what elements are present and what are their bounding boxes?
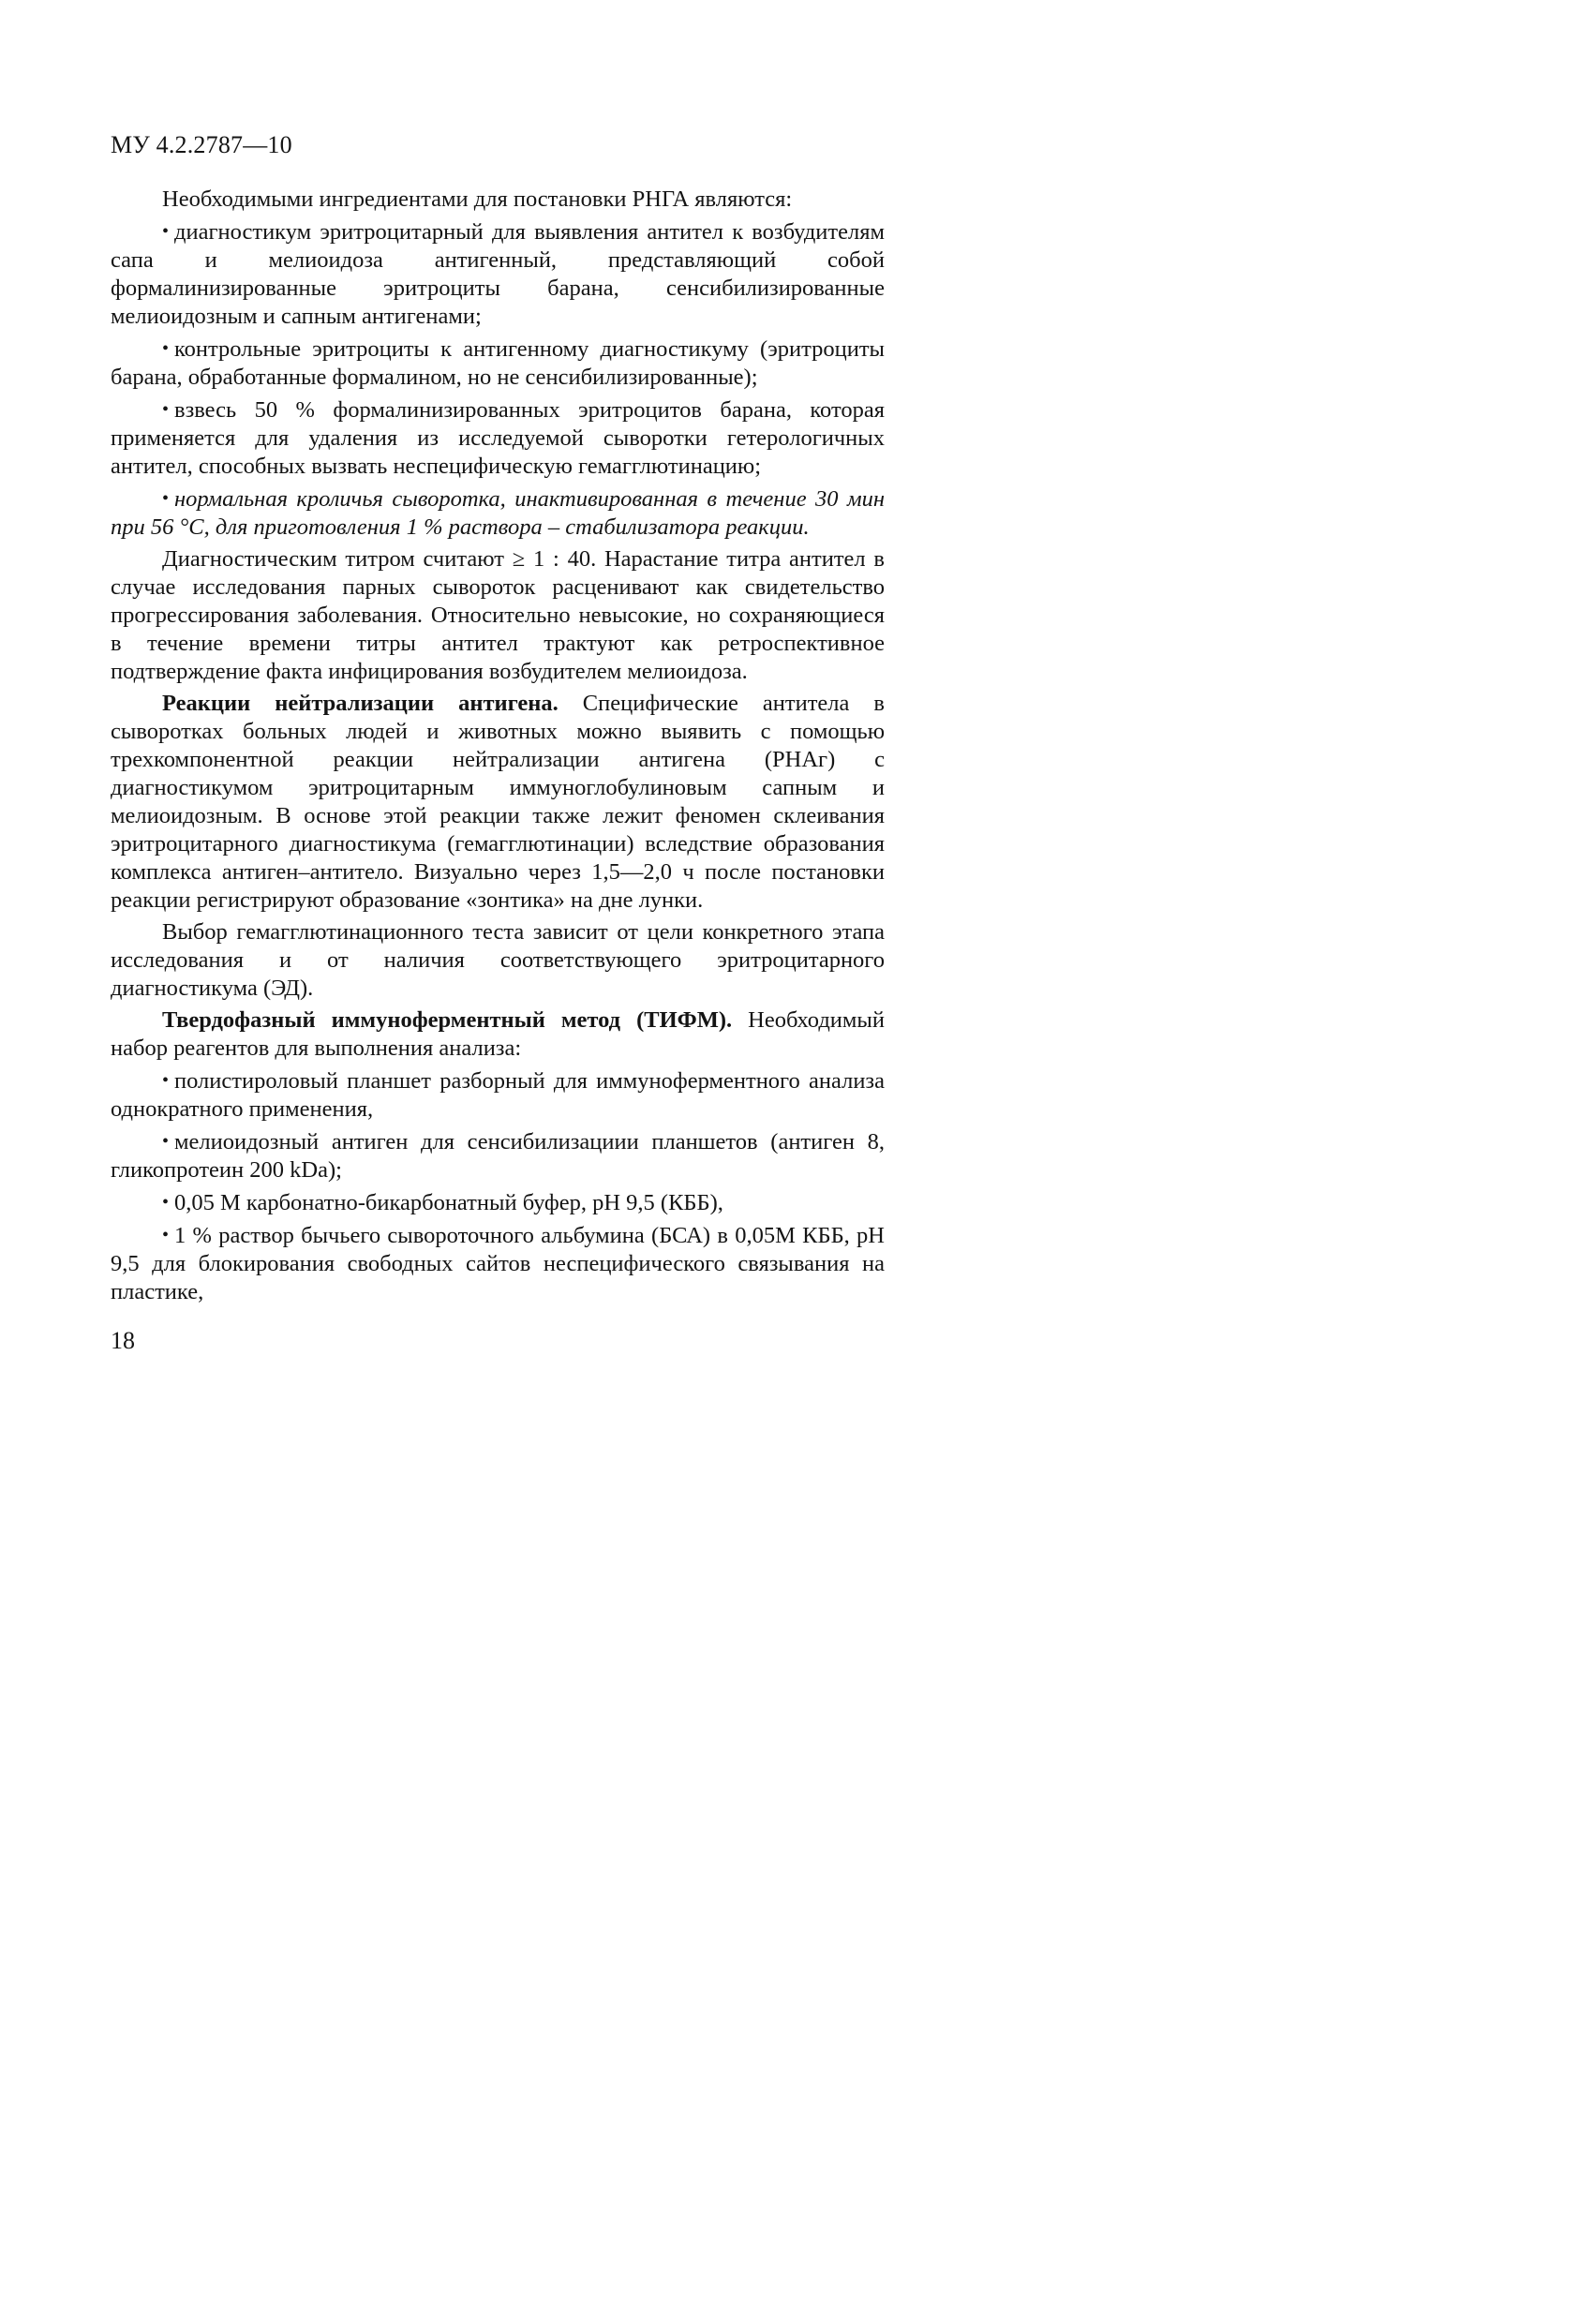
- bullet-icon: •: [162, 1070, 170, 1091]
- list-item-text: контрольные эритроциты к антигенному диагностикуму (эритроциты барана, обработанные формалином, но не сенсибилизированные);: [111, 336, 885, 390]
- document-code: МУ 4.2.2787—10: [111, 131, 292, 158]
- list-item: [111, 1066, 885, 1124]
- page-number: 18: [111, 1327, 135, 1354]
- bullet-icon: •: [162, 338, 170, 359]
- list-item: [111, 1221, 885, 1306]
- page-body: [111, 186, 885, 1310]
- list-item-text: 1 % раствор бычьего сывороточного альбумина (БСА) в 0,05М КББ, рН 9,5 для блокирования свободных сайтов неспецифического связывания на пластике,: [111, 1223, 885, 1304]
- list-item-text: взвесь 50 % формалинизированных эритроцитов барана, которая применяется для удаления из исследуемой сыворотки гетерологичных антител, способных вызвать неспецифическую гемагглютинацию;: [111, 397, 885, 479]
- titre-paragraph: Диагностическим титром считают ≥ 1 : 40. Нарастание титра антител в случае исследования парных сывороток расценивают как свидетельство прогрессирования заболевания. Относительно невысокие, но сохраняющиеся в течение времени титры антител трактуют как ретроспективное подтверждение факта инфицирования возбудителем мелиоидоза.: [111, 546, 885, 684]
- neutralization-heading: Реакции нейтрализации антигена.: [162, 691, 559, 716]
- intro-paragraph: Необходимыми ингредиентами для постановки РНГА являются:: [162, 186, 793, 212]
- list-item: [111, 1127, 885, 1184]
- list-item: [111, 1188, 885, 1217]
- elisa-paragraph: [111, 1006, 885, 1063]
- list-item-text: 0,05 М карбонатно-бикарбонатный буфер, рН 9,5 (КББ),: [174, 1190, 723, 1215]
- bullet-icon: •: [162, 1225, 170, 1245]
- neutralization-paragraph: [111, 690, 885, 915]
- list-item: [111, 217, 885, 331]
- list-item: [111, 395, 885, 481]
- elisa-text: Необходимый набор реагентов для выполнения анализа:: [111, 1007, 885, 1061]
- list-item-text: нормальная кроличья сыворотка, инактивированная в течение 30 мин при 56 °С, для приготовления 1 % раствора – стабилизатора реакции.: [111, 486, 885, 540]
- list-item-text: полистироловый планшет разборный для иммуноферментного анализа однократного применения,: [111, 1068, 885, 1122]
- bullet-icon: •: [162, 399, 170, 420]
- list-item: [111, 335, 885, 392]
- bullet-icon: •: [162, 488, 170, 509]
- bullet-icon: •: [162, 1192, 170, 1213]
- bullet-icon: •: [162, 1131, 170, 1152]
- list-item-text: диагностикум эритроцитарный для выявления антител к возбудителям сапа и мелиоидоза антигенный, представляющий собой формалинизированные эритроциты барана, сенсибилизированные мелиоидозным и сапным антигенами;: [111, 219, 885, 329]
- list-item-text: мелиоидозный антиген для сенсибилизациии планшетов (антиген 8, гликопротеин 200 kDa);: [111, 1129, 885, 1183]
- list-item: [111, 484, 885, 542]
- bullet-icon: •: [162, 221, 170, 242]
- elisa-heading: Твердофазный иммуноферментный метод (ТИФМ).: [162, 1007, 733, 1033]
- neutralization-text: Специфические антитела в сыворотках больных людей и животных можно выявить с помощью трехкомпонентной реакции нейтрализации антигена (РНАг) с диагностикумом эритроцитарным иммуноглобулиновым сапным и мелиоидозным. В основе этой реакции также лежит феномен склеивания эритроцитарного диагностикума (гемагглютинации) вследствие образования комплекса антиген–антитело. Визуально через 1,5—2,0 ч после постановки реакции регистрируют образование «зонтика» на дне лунки.: [111, 691, 885, 913]
- choice-paragraph: Выбор гемагглютинационного теста зависит от цели конкретного этапа исследования и от наличия соответствующего эритроцитарного диагностикума (ЭД).: [111, 919, 885, 1001]
